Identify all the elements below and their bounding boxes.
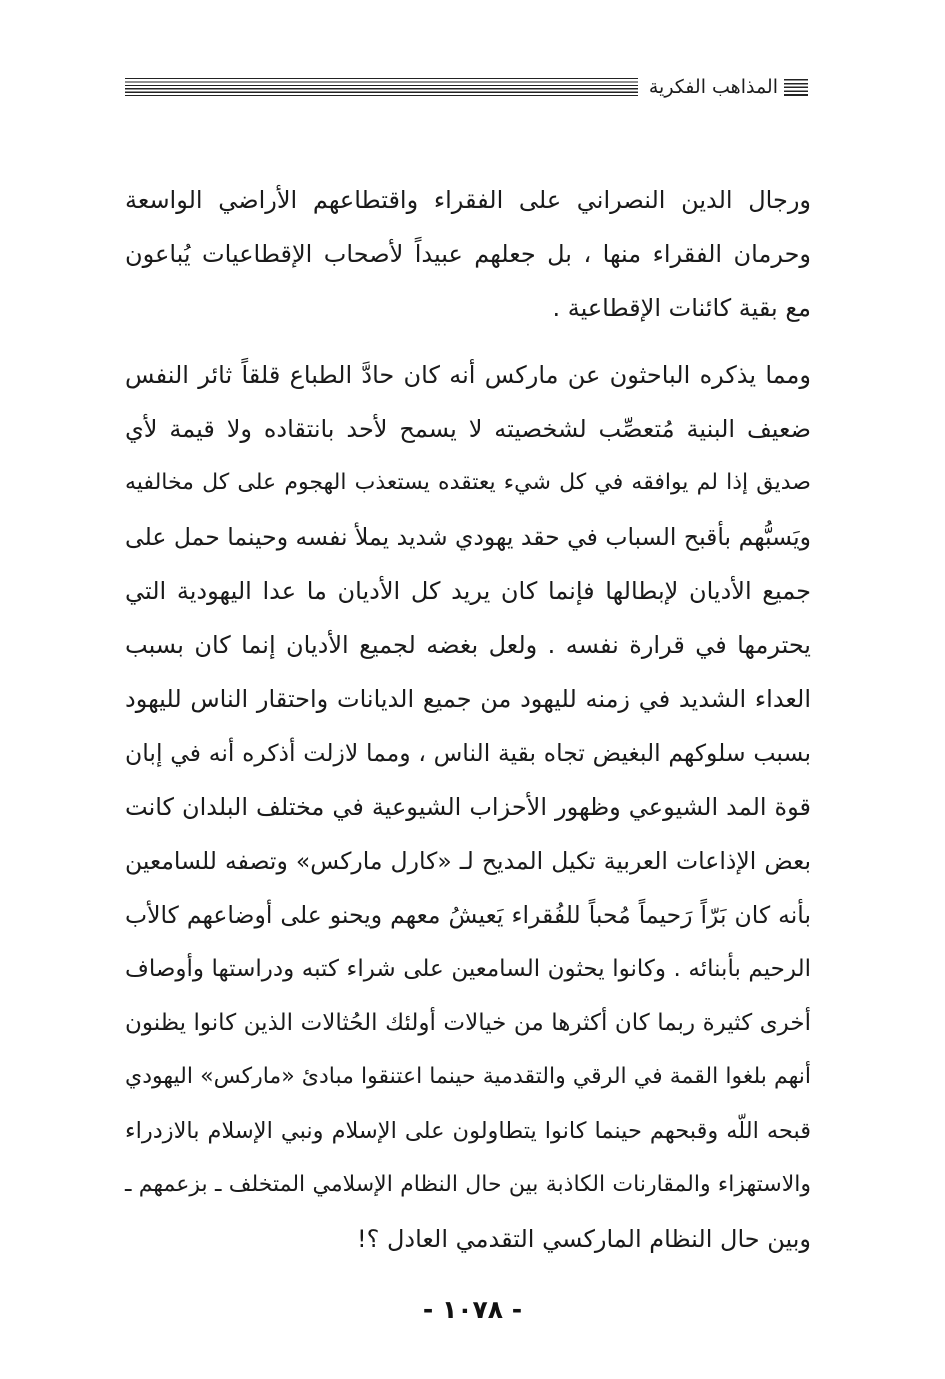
text-line: بسبب سلوكهم البغيض تجاه بقية الناس ، ومما لازلت أذكره أنه في إبان — [125, 739, 811, 767]
text-line: ضعيف البنية مُتعصِّب لشخصيته لا يسمح لأحد بانتقاده ولا قيمة لأي — [125, 415, 811, 443]
text-line: أنهم بلغوا القمة في الرقي والتقدمية حينما اعتنقوا مبادئ «ماركس» اليهودي — [125, 1064, 811, 1089]
text-line: ورجال الدين النصراني على الفقراء واقتطاعهم الأراضي الواسعة — [125, 186, 811, 214]
text-line: العداء الشديد في زمنه لليهود من جميع الديانات واحتقار الناس لليهود — [125, 685, 811, 713]
text-line: يحترمها في قرارة نفسه . ولعل بغضه لجميع الأديان إنما كان بسبب — [125, 631, 811, 659]
text-line: جميع الأديان لإبطالها فإنما كان يريد كل الأديان ما عدا اليهودية التي — [125, 577, 811, 605]
paragraph-1 — [125, 173, 811, 335]
text-line: الرحيم بأبنائه . وكانوا يحثون السامعين على شراء كتبه ودراستها وأوصاف — [125, 956, 811, 982]
header-rule-lines — [125, 78, 638, 98]
text-line: بأنه كان بَرّاً رَحيماً مُحباً للفُقراء يَعيشُ معهم ويحنو على أوضاعهم كالأب — [125, 901, 811, 929]
text-line: قوة المد الشيوعي وظهور الأحزاب الشيوعية في مختلف البلدان كانت — [125, 793, 811, 821]
text-line: وحرمان الفقراء منها ، بل جعلهم عبيداً لأصحاب الإقطاعيات يُباعون — [125, 240, 811, 268]
header-lines-icon — [784, 79, 808, 96]
text-line: صديق إذا لم يوافقه في كل شيء يعتقده يستعذب الهجوم على كل مخالفيه — [125, 470, 811, 495]
text-line: ويَسبُّهم بأقبح السباب في حقد يهودي شديد يملأ نفسه وحينما حمل على — [125, 523, 811, 551]
text-line: مع بقية كائنات الإقطاعية . — [552, 294, 811, 322]
header-title: المذاهب الفكرية — [648, 76, 778, 98]
text-line: أخرى كثيرة ربما كان أكثرها من خيالات أولئك الحُثالات الذين كانوا يظنون — [125, 1010, 811, 1036]
text-line: قبحه اللّه وقبحهم حينما كانوا يتطاولون على الإسلام ونبي الإسلام بالازدراء — [125, 1118, 811, 1144]
text-line: ومما يذكره الباحثون عن ماركس أنه كان حادَّ الطباع قلقاً ثائر النفس — [125, 361, 811, 389]
page-number: - ١٠٧٨ - — [422, 1295, 523, 1324]
running-header — [125, 70, 808, 104]
text-line: بعض الإذاعات العربية تكيل المديح لـ «كارل ماركس» وتصفه للسامعين — [125, 847, 811, 875]
text-line: والاستهزاء والمقارنات الكاذبة بين حال النظام الإسلامي المتخلف ـ بزعمهم ـ — [125, 1172, 811, 1197]
paragraph-2 — [125, 348, 811, 1266]
text-line: وبين حال النظام الماركسي التقدمي العادل ؟! — [357, 1225, 811, 1253]
